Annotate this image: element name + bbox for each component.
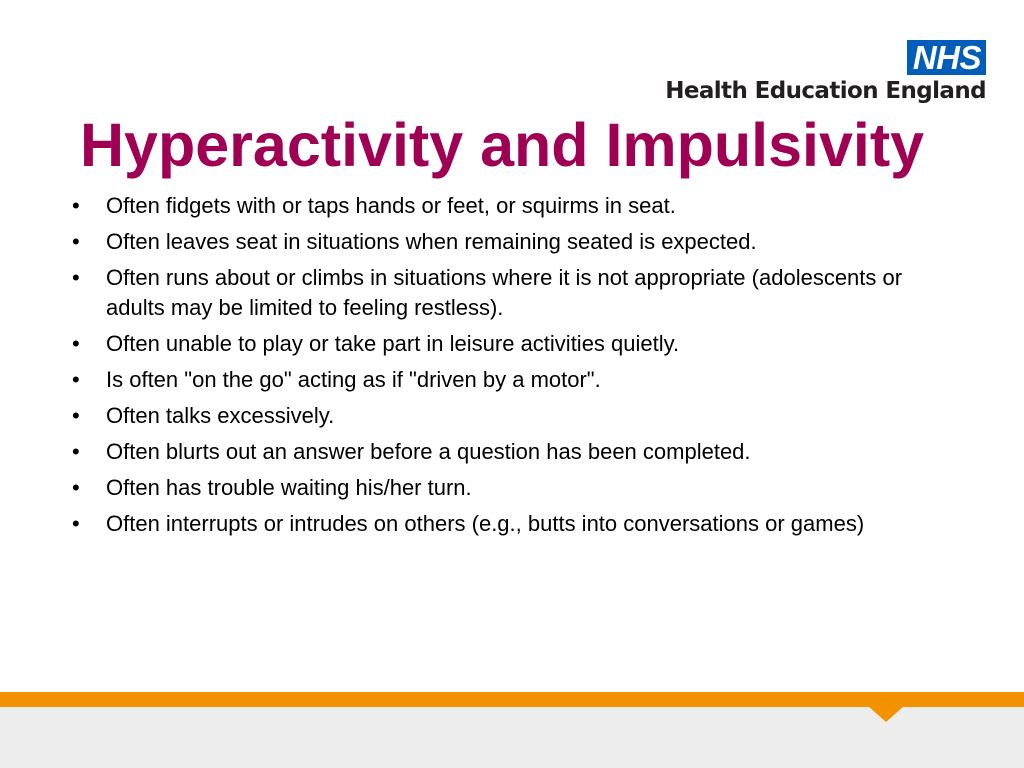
bullet-icon: •: [72, 367, 80, 392]
slide-title: Hyperactivity and Impulsivity: [80, 111, 925, 179]
bullet-item: [70, 437, 940, 467]
nhs-hee-logo: [665, 40, 986, 104]
bullet-item: [70, 263, 940, 323]
nhs-logo: NHS: [907, 40, 986, 75]
bullet-text: Is often "on the go" acting as if "driven by a motor".: [106, 367, 601, 392]
bullet-item: [70, 509, 940, 539]
bullet-item: [70, 227, 940, 257]
bullet-icon: •: [72, 511, 80, 536]
organisation-name: Health Education England: [665, 78, 986, 104]
bullet-icon: •: [72, 265, 80, 290]
bullet-item: [70, 401, 940, 431]
bullet-list: [70, 191, 940, 545]
bullet-icon: •: [72, 403, 80, 428]
bullet-item: [70, 329, 940, 359]
bullet-icon: •: [72, 193, 80, 218]
bullet-item: [70, 365, 940, 395]
bullet-text: Often blurts out an answer before a question has been completed.: [106, 439, 751, 464]
bullet-text: Often talks excessively.: [106, 403, 335, 428]
bullet-icon: •: [72, 439, 80, 464]
footer-orange-stripe: [0, 692, 1024, 707]
bullet-item: [70, 191, 940, 221]
bullet-text: Often leaves seat in situations when remaining seated is expected.: [106, 229, 757, 254]
bullet-item: [70, 473, 940, 503]
bullet-text: Often unable to play or take part in leisure activities quietly.: [106, 331, 680, 356]
footer-notch-icon: [868, 706, 904, 722]
bullet-icon: •: [72, 475, 80, 500]
bullet-icon: •: [72, 229, 80, 254]
bullet-text: Often has trouble waiting his/her turn.: [106, 475, 472, 500]
bullet-text: Often interrupts or intrudes on others (e.g., butts into conversations or games): [106, 511, 865, 536]
bullet-icon: •: [72, 331, 80, 356]
bullet-text: Often fidgets with or taps hands or feet, or squirms in seat.: [106, 193, 676, 218]
bullet-text: Often runs about or climbs in situations where it is not appropriate (adolescents or adults may be limited to feeling restless).: [106, 265, 903, 320]
